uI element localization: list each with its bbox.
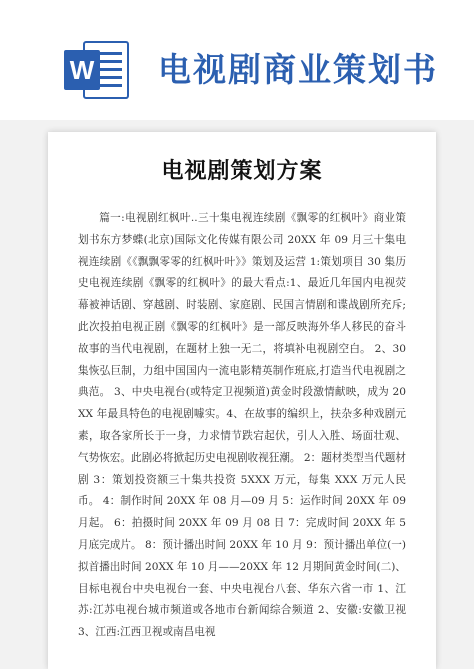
document-page [48,132,436,669]
document-title: 电视剧策划方案 [161,159,323,184]
banner-title: 电视剧商业策划书 [158,50,438,89]
header-banner [0,0,474,120]
word-logo-letter: W [69,55,95,85]
document-body: 篇一:电视剧红枫叶..三十集电视连续剧《飘零的红枫叶》商业策划书东方梦蝶(北京)国际文化传媒有限公司 20XX 年 09 月三十集电视连续剧《《飘飘零零的红枫叶叶》》策划及运营 1:策划项目 30 集历史电视连续剧《飘零的红枫叶》的最大看点:1、最近几年国内电视荧幕被神话剧、穿越剧、时装剧、家庭剧、民国言情剧和谍战剧所充斥;此次投拍电视正剧《飘零的红枫叶》是一部反映海外华人移民的奋斗故事的当代电视剧，在题材上独一无二，将填补电视剧空白。 2、30 集恢弘巨制，力组中国国内一流电影精英制作班底,打造当代电视剧之典范。 3、中央电视台(或特定卫视频道)黄金时段激情献映，成为 20XX 年最具特色的电视剧噱实。4、在故事的编织上，扶杂多种戏剧元素，取各家所长于一身，力求情节跌宕起伏，引人入胜、场面壮观、气势恢宏。此剧必将掀起历史电视剧收视狂潮。 2：题材类型当代题材剧 3：策划投资额三十集共投资 5XXX 万元，每集 XXX 万元人民币。 4：制作时间 20XX 年 08 月—09 月 5：运作时间 20XX 年 09 月起。 6：拍摄时间 20XX 年 09 月 08 日 7：完成时间 20XX 年 5 月底完成片。 8：预计播出时间 20XX 年 10 月 9：预计播出单位(一) 拟首播出时间 20XX 年 10 月——20XX 年 12 月期间黄金时间(二)、目标电视台中央电视台一套、中央电视台八套、华东六省一市 1、江苏:江苏电视台城市频道或各地市台新闻综合频道 2、安徽:安徽卫视 3、江西:江西卫视或南昌电视 [78,212,406,639]
word-doc-icon [62,40,130,100]
